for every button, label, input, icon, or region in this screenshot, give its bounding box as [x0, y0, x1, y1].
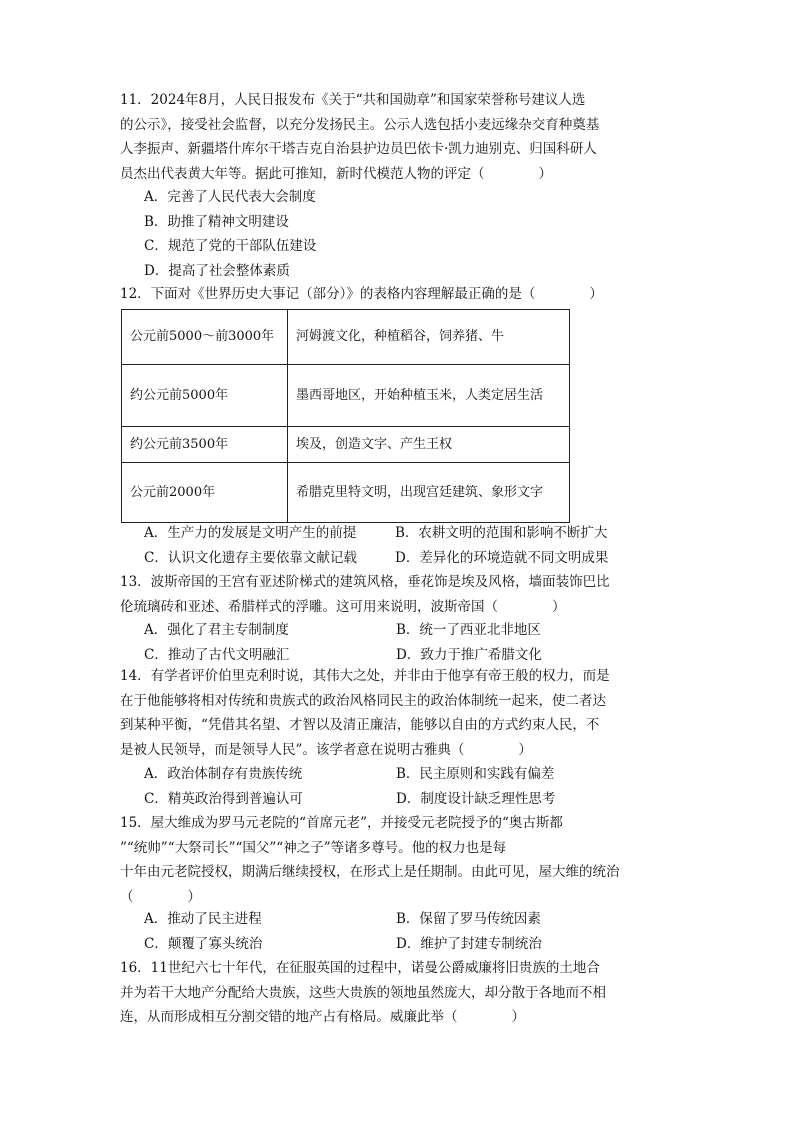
question-14-options: [144, 762, 684, 811]
option-d[interactable]: D．制度设计缺乏理性思考: [396, 790, 556, 807]
option-a[interactable]: A．政治体制存有贵族传统: [144, 766, 303, 782]
option-a[interactable]: A．生产力的发展是文明产生的前提: [144, 525, 357, 541]
table-row: [122, 365, 570, 427]
question-11-line: 人李振声、新疆塔什库尔干塔吉克自治县护边员巴依卡·凯力迪别克、归国科研人: [120, 141, 597, 157]
table-row: [122, 310, 570, 365]
option-c[interactable]: C．颠覆了寡头统治: [144, 935, 263, 952]
question-11-line: 员杰出代表黄大年等。据此可推知，新时代模范人物的评定（ ）: [120, 165, 552, 182]
question-15-line: 十年由元老院授权，期满后继续授权，在形式上是任期制。由此可见，屋大维的统治: [120, 864, 620, 880]
question-15-line: 15．屋大维成为罗马元老院的“首席元老”，并接受元老院授予的“奥古斯都: [120, 815, 563, 831]
question-13-options: [144, 618, 684, 667]
question-12: [120, 282, 675, 307]
option-c[interactable]: C．推动了古代文明融汇: [144, 646, 290, 663]
table-cell-event: 埃及，创造文字、产生王权: [288, 427, 570, 463]
option-b[interactable]: B．农耕文明的范围和影响不断扩大: [395, 525, 608, 541]
table-cell-event: 希腊克里特文明，出现宫廷建筑、象形文字: [288, 463, 570, 523]
question-15-line: （ ）: [120, 888, 201, 905]
question-11-line: 11．2024年8月，人民日报发布《关于“共和国勋章”和国家荣誉称号建议人选: [120, 92, 586, 108]
option-b[interactable]: B．助推了精神文明建设: [144, 213, 289, 230]
question-13-line: 伦琉璃砖和亚述、希腊样式的浮雕。这可用来说明，波斯帝国（ ）: [120, 598, 566, 615]
option-d[interactable]: D．差异化的环境造就不同文明成果: [395, 549, 609, 566]
question-16: [120, 956, 675, 1030]
question-16-line: 并为若干大地产分配给大贵族，这些大贵族的领地虽然庞大，却分散于各地而不相: [120, 984, 606, 1001]
option-c[interactable]: C．精英政治得到普遍认可: [144, 790, 303, 807]
option-d[interactable]: D．提高了社会整体素质: [144, 262, 290, 279]
option-d[interactable]: D．维护了封建专制统治: [396, 935, 542, 952]
question-13: [120, 570, 675, 619]
question-11-line: 的公示》，接受社会监督，以充分发扬民主。公示人选包括小麦远缘杂交育种奠基: [120, 116, 600, 133]
question-14-line: 在于他能够将相对传统和贵族式的政治风格同民主的政治体制统一起来，使二者达: [120, 692, 606, 709]
table-cell-event: 河姆渡文化，种植稻谷，饲养猪、牛: [288, 310, 570, 365]
option-d[interactable]: D．致力于推广希腊文化: [396, 646, 542, 663]
question-12-stem: 12．下面对《世界历史大事记（部分）》的表格内容理解最正确的是（ ）: [120, 286, 603, 302]
table-row: [122, 427, 570, 463]
question-15-line: ”“统帅”“大祭司长”“国父”“神之子”等诸多尊号。他的权力也是每: [120, 839, 507, 856]
table-cell-period: 约公元前5000年: [122, 365, 288, 427]
table-cell-event: 墨西哥地区，开始种植玉米，人类定居生活: [288, 365, 570, 427]
option-b[interactable]: B．保留了罗马传统因素: [396, 911, 541, 927]
question-16-line: 16．11世纪六七十年代，在征服英国的过程中，诺曼公爵威廉将旧贵族的土地合: [120, 960, 600, 976]
option-b[interactable]: B．统一了西亚北非地区: [396, 622, 541, 638]
question-12-options: [144, 521, 684, 570]
table-cell-period: 公元前5000～前3000年: [122, 310, 288, 365]
question-14-line: 到某种平衡，“凭借其名望、才智以及清正廉洁，能够以自由的方式约束人民，不: [120, 717, 600, 733]
question-16-line: 连，从而形成相互分割交错的地产占有格局。威廉此举（ ）: [120, 1009, 525, 1025]
option-c[interactable]: C．规范了党的干部队伍建设: [144, 238, 317, 254]
option-a[interactable]: A．完善了人民代表大会制度: [144, 189, 316, 205]
question-13-line: 13．波斯帝国的王宫有亚述阶梯式的建筑风格，垂花饰是埃及风格，墙面装饰巴比: [120, 574, 610, 590]
question-15-options: [144, 907, 684, 956]
question-11: [120, 88, 675, 186]
question-11-options: [144, 185, 684, 283]
question-15: [120, 811, 675, 909]
history-events-table: [121, 309, 570, 523]
option-b[interactable]: B．民主原则和实践有偏差: [396, 766, 555, 782]
option-a[interactable]: A．推动了民主进程: [144, 911, 262, 927]
option-a[interactable]: A．强化了君主专制制度: [144, 622, 289, 638]
question-14: [120, 664, 675, 762]
table-cell-period: 公元前2000年: [122, 463, 288, 523]
question-14-line: 是被人民领导，而是领导人民”。该学者意在说明古雅典（ ）: [120, 741, 532, 758]
option-c[interactable]: C．认识文化遗存主要依靠文献记载: [144, 549, 357, 566]
table-cell-period: 约公元前3500年: [122, 427, 288, 463]
question-14-line: 14．有学者评价伯里克利时说，其伟大之处，并非由于他享有帝王般的权力，而是: [120, 668, 610, 684]
table-row: [122, 463, 570, 523]
